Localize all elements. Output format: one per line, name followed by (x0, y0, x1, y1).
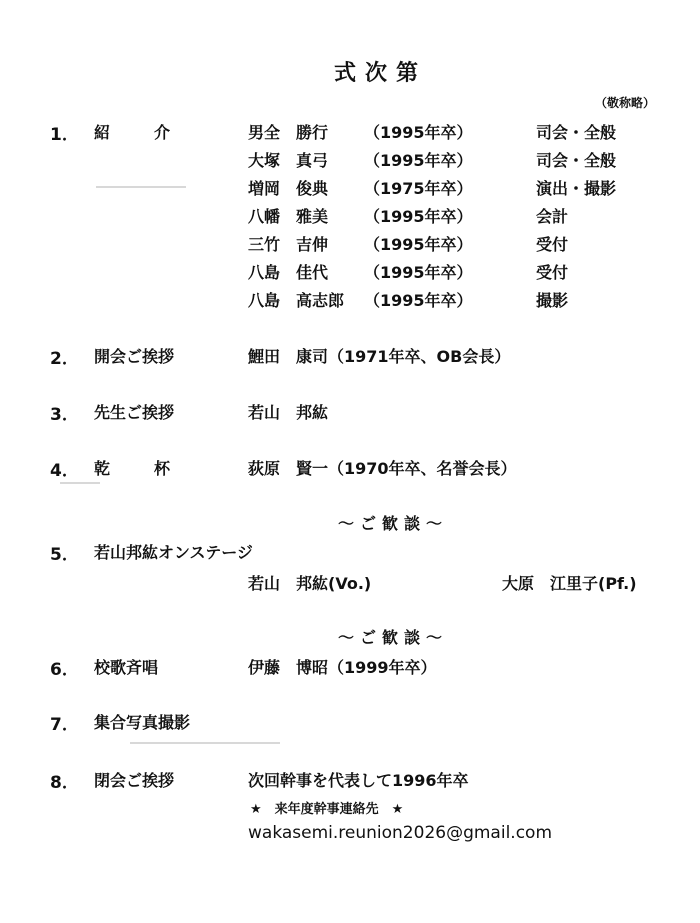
item-7-number: 7． (50, 715, 79, 735)
item-4-detail: 荻原 賢一（1970年卒、名誉会長） (248, 459, 517, 478)
staff-grad: （1975年卒） (364, 179, 473, 198)
item-6-label: 校歌斉唱 (94, 658, 159, 677)
item-4-number: 4． (50, 461, 79, 481)
item-2-label: 開会ご挨拶 (94, 347, 175, 366)
contact-email: wakasemi.reunion2026@gmail.com (248, 823, 552, 843)
staff-name: 八幡 雅美 (248, 207, 329, 226)
staff-grad: （1995年卒） (364, 207, 473, 226)
scan-speck (60, 482, 100, 484)
staff-name: 八島 高志郎 (248, 291, 345, 310)
scan-speck (96, 186, 186, 188)
honorific-note: （敬称略） (595, 96, 656, 110)
staff-grad: （1995年卒） (364, 123, 473, 142)
item-3-label: 先生ご挨拶 (94, 403, 175, 422)
kandan-divider: ～ご歓談～ (338, 514, 449, 533)
page-title: 式次第 (334, 61, 428, 86)
staff-role: 演出・撮影 (536, 179, 617, 198)
staff-role: 司会・全般 (536, 151, 617, 170)
item-6-number: 6． (50, 660, 79, 680)
staff-grad: （1995年卒） (364, 151, 473, 170)
staff-role: 司会・全般 (536, 123, 617, 142)
item-5-number: 5． (50, 545, 79, 565)
staff-role: 撮影 (536, 291, 569, 310)
kandan-divider: ～ご歓談～ (338, 628, 449, 647)
scan-speck (130, 742, 280, 744)
staff-grad: （1995年卒） (364, 263, 473, 282)
item-8-detail: 次回幹事を代表して1996年卒 (248, 771, 469, 790)
item-6-detail: 伊藤 博昭（1999年卒） (248, 658, 437, 677)
staff-role: 会計 (536, 207, 569, 226)
staff-role: 受付 (536, 263, 569, 282)
staff-role: 受付 (536, 235, 569, 254)
item-5-label: 若山邦紘オンステージ (94, 543, 253, 562)
item-8-label: 閉会ご挨拶 (94, 771, 175, 790)
item-8-number: 8． (50, 773, 79, 793)
item-1-label: 紹 介 (94, 123, 185, 142)
staff-name: 男全 勝行 (248, 123, 329, 142)
staff-name: 八島 佳代 (248, 263, 329, 282)
staff-name: 増岡 俊典 (248, 179, 329, 198)
item-2-detail: 鯉田 康司（1971年卒、OB会長） (248, 347, 511, 366)
staff-grad: （1995年卒） (364, 291, 473, 310)
item-3-number: 3． (50, 405, 79, 425)
item-1-number: 1． (50, 125, 79, 145)
contact-label: ★ 来年度幹事連絡先 ★ (250, 802, 404, 817)
item-5-vocal: 若山 邦紘(Vo.) (248, 574, 372, 593)
item-3-detail: 若山 邦紘 (248, 403, 329, 422)
item-5-piano: 大原 江里子(Pf.) (502, 574, 637, 593)
staff-grad: （1995年卒） (364, 235, 473, 254)
item-2-number: 2． (50, 349, 79, 369)
item-4-label: 乾 杯 (94, 459, 185, 478)
staff-name: 大塚 真弓 (248, 151, 329, 170)
item-7-label: 集合写真撮影 (94, 713, 191, 732)
staff-name: 三竹 吉伸 (248, 235, 329, 254)
